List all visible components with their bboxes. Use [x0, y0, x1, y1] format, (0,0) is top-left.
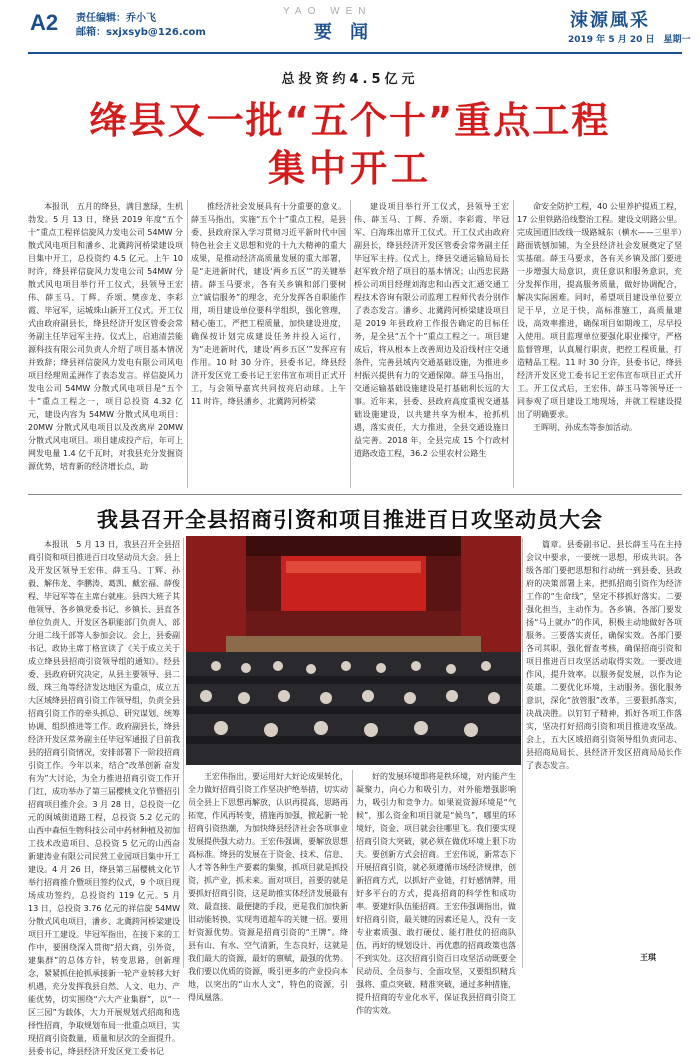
column-divider [187, 200, 188, 488]
newspaper-masthead: 涑源風采 [570, 10, 650, 31]
article1-kicker: 总投资约4.5亿元 [281, 72, 419, 87]
issue-date: 2019 年 5 月 20 日 星期一 [568, 35, 691, 45]
editor-info [76, 12, 206, 40]
article1-column-3: 建设项目举行开工仪式，县领导王宏伟、薛玉马、丁辉、乔颂、李彩霞、毕冠军、白海珠出席开工仪式。开工仪式由政府副县长，绛县经济开发区管委会常务副主任毕冠军主持。仪式上，绛县交通运输局局长赵军致介绍了项目的基本情况；山西忠民路桥公司项目经理刘海忠和山西文汇通交通工程技术咨询有限公司监理工程师代表分别作了表态发言。潘乡、北冀跨河桥梁建设项目是 2019 年县政府工作报告确定的目标任务，是全县“五个十”重点工程之一。项目建成后，将从根本上改善周边及沿线村庄交通条件，完善县域内交通基础设施，为推进乡村振兴提供有力的交通保障。薛玉马指出，交通运输基础设施建设是打基础利长远的大事。近年来，县委、县政府高度重视交通基础设施建设，以共建共享为根本，抢抓机遇，落实责任，大力推进，全县交通设施日益完善。2018 年，全县完成 15 个行政村道路改造工程，36.2 公里农村公路生 [354, 202, 509, 458]
article2-column-4: 篇章。县委副书记、县长薛玉马在主持会议中要求，一要统一思想，形成共识。各级各部门要把思想和行动统一到县委、县政府的决策部署上来，把抓招商引资作为经济工作的“生命线”，坚定不移抓好落实。二要强化担当，主动作为。各乡镇、各部门要发扬“马上就办”的作风，积极主动地做好各项服务。三要落实责任，确保实效。各部门要各司其职，强化督查考核，确保招商引资和项目推进百日攻坚活动取得实效。一要改进作风，提升效率。以服务促发展，以作为论英雄。二要优化环境，主动服务。强化服务意识，深化“放管服”改革，三要狠抓落实，决战决胜。以钉钉子精神，抓好各项工作落实，坚决打好招商引资和项目推进攻坚战。会上，五大区域招商引资领导组负责同志、县招商局局长、县经济开发区招商局局长作了表态发言。 [526, 540, 682, 770]
article1-column-2: 推经济社会发展具有十分重要的意义。薛玉马指出，实施“五个十”重点工程，是县委、县政府深入学习贯彻习近平新时代中国特色社会主义思想和党的十九大精神的重大成果，是推动经济高质量发展的重大部署，是“走进新时代，建设‘两乡五区’”的关键举措。薛玉马要求，各有关乡镇和部门要树立“诚信服务”的理念，充分发挥各自职能作用，项目建设单位要科学组织，强化管理，精心施工，严把工程质量，加快建设进度，确保按计划完成建设任务并投入运行，为“走进新时代，建设‘两乡五区’”发挥应有作用。10 时 30 分许，县委书记，绛县经济开发区党工委书记王宏伟宣布项目正式开工，与会领导嘉宾共同按亮启动球。上午 11 时许，绛县潘乡、北冀跨河桥梁 [191, 202, 346, 406]
column-divider [513, 200, 514, 488]
header-rule [28, 52, 682, 54]
article2-author: 王琪 [640, 953, 656, 962]
meeting-photo [186, 536, 521, 765]
column-divider [352, 770, 353, 968]
column-divider [350, 200, 351, 488]
section-name-en: YAO WEN [283, 6, 372, 17]
article2-column-3: 好的发展环境即将是秩环境，对内能产生凝聚力，向心力和吸引力，对外能增强影响力，吸引力和竞争力。如果说资源环境是“气候”，那么资金和项目就是“候鸟”，哪里的环境好，资金、项目就会往哪里飞。我们要实现招商引资大突破，就必须在做优环境上狠下功夫。要创新方式会招商。王宏伟说，新常态下开展招商引资，就必须遵循市场经济规律，创新招商方式，以抓好产业链，打好感情牌，用好多平台的方式，提高招商的科学性和成功率。要建好队伍能招商。王宏伟强调指出，做好招商引资，最关键的因素还是人，没有一支专业素质强、敢打硬仗、能打胜仗的招商队伍，再好的规划设计、再优惠的招商政策也落不到实处。这次招商引资百日攻坚活动既要全民动员、全员参与、全面攻坚，又要组织精兵强将、重点突破、精准突破，通过多种措施，提升招商的专业化水平，保证我县招商引资工作的实效。 [356, 772, 516, 1015]
editor-email: 邮箱：sxjxsyb@126.com [76, 27, 206, 38]
article2-column-2: 王宏伟指出，要运用好大好论成果转化，全力做好招商引资工作坚决护绝举措，切实动员全县上下思想再解放，认识再提高，思路再拓宽，作风再转变，措施再加强，掀起新一轮招商引资热潮，为加快绛县经济社会各项事业发展提供强大动力。王宏伟强调，要解放思想高标准。绛县的发展在于资金、技术、信息、人才等各种生产要素的集聚，抓项目就是抓投资，抓产业，抓未来。面对项目，首要的就是要抓好招商引资，这是助推实体经济发展最有效、最直接、最便捷的手段，更是我们加快新旧动能转换、实现弯道超车的关键一招。要用好资源优势。资源是招商引资的“王牌”。绛县有山、有水、空气清新，生态良好，这就是我们最大的资源，最好的禀赋，最强的优势。我们要以优质的资源，吸引更多的产业投向本地，以突出的“山水人文”，特色的资源，引得凤凰落。 [188, 772, 348, 1002]
article1-column-4: 命安全防护工程，40 公里养护提质工程，17 公里铁路沿线整治工程。建设文明路公里。完成国道旧改线一级路城东（横水——三里半）路面铣刨加铺，为全县经济社会发展奠定了坚实基础。薛玉马要求，各有关乡镇及部门要进一步增强大局意识，责任意识和服务意识，充分发挥作用，提高服务质量，做好协调配合，解决实际困难。同时，希望项目建设单位要立足于早，立足于快，高标准施工，高质量建设，高效率推进，确保项目如期竣工，尽早投入使用。项目监理单位要强化职业操守，严格监督管理，认真履行职责，把控工程质量，打造精品工程。11 时 30 分许，县委书记，绛县经济开发区党工委书记王宏伟宣布项目正式开工。开工仪式后，王宏伟、薛玉马等领导还一同参观了项目建设工地现场，并就工程建设提出了明确要求。 王晖明、孙成杰等参加活动。 [517, 202, 682, 432]
column-divider [522, 538, 523, 968]
article2-column-1: 本报讯 5 月 13 日，我县召开全县招商引资和项目推进百日攻坚动员大会。县上及开发区领导王宏伟、薛玉马、丁辉、孙毅、解伟龙、李鹏涛、葛凯、戴宏福、薛俊程、毕冠军等在主席台就座。县四大班子其他领导、各乡镇党委书记、乡镇长、县直各单位负责人、开发区各职能部门负责人、部分退二线干部等人参加会议。会上，县委副书记、政协主席丁格宣读了《关于成立关于成立绛县县招商引资领导组的通知》。经县委、县政府研究决定，从县主要领导、县二级、珠三角等经济发达地区为重点，成立五大区域绛县招商引资工作领导组，负责全县招商引资工作的牵头抓总、研究谋划、统筹协调、组织推进等工作。政府副县长，绛县经济开发区常务副主任毕冠军通报了目前我县的招商引资情况，安排部署下一阶段招商引资工作。今年以来，结合“改革创新 奋发有为”大讨论，为全力推进招商引资工作开门红，成功举办了第三届樱桃文化节暨招引招商项目推介会。3 月 28 日，总投资一亿元的闽城街道路工程，总投资 5.2 亿元的山西中森恒生物科技公司中药材种植及初加工技术改造项目、总投资 5 亿元的山西奋新建涛业有限公司民营工业园项目集中开工建设。4 月 26 日，绛县第三届樱桃文化节举行招商推介暨项目签约仪式，9 个项目现场成功签约，总投资约 119 亿元。5 月 13 日，总投资 3.76 亿元的祥信旋 54MW 分散式风电项目，潘乡、北冀跨河桥梁建设项目开工建设。毕冠军指出，在接下来的工作中，要围绕深入贯彻“招大商，引外资，建集群”的总体方针，转变思路，创新理念，紧紧抓住抢抓承接新一轮产业转移大好机遇，充分发挥我县自然、人文、电力、产能优势，切实围绕“六大产业集群”，以“一区三园”为载体，大力开展规划式招商和选择性招商，争取规划布局一批重点项目，实现招商引资数量，质量和层次的全面提升。县委书记，绛县经济开发区党工委书记 [28, 540, 180, 1056]
article1-column-1: 本报讯 五月的绛县，满目葱绿，生机勃发。5 月 13 日，绛县 2019 年度“五个十”重点工程祥信旋风力发电公司 54MW 分散式风电项目和潘乡、北冀跨河桥梁建设项目集中开工，总投资约 4.5 亿元。上午 10 时许，绛县祥信旋风力发电公司 54MW 分散式风电项目举行开工仪式，县领导王宏伟、薛玉马、丁辉、乔颂、樊彦龙、李彩霞、毕冠军，运城珠山新开工仪式。开工仪式由政府副县长，绛县经济开发区管委会常务副主任毕冠军主持。仪式上，启迪清芸能源科技有限公司负责人介绍了项目基本情况并致辞；绛县祥信旋风力发电有限公司风电项目经理周孟洲作了表态发言。祥信旋风力发电公司 54MW 分散式风电项目是“五个十”重点工程之一，项目总投资 4.32 亿元，建设内容为 54MW 分散式风电项目：20MW 分散式风电项目以及改离岸 20MW 分散式风电项目。项目建成投产后，年可上网发电量 1.4 亿千瓦时，对我县充分发掘资源优势，培育新的经济增长点，助 [28, 202, 183, 471]
page-number: A2 [30, 10, 59, 35]
section-name: 要 闻 [314, 22, 368, 43]
article1-headline-line1: 绛县又一批“五个十”重点工程 [89, 99, 611, 142]
article1-headline-line2: 集中开工 [268, 147, 432, 190]
page-header [0, 0, 700, 55]
article1-byline: 王晖明、孙成杰等参加活动。 [533, 423, 637, 432]
meeting-hall-image [186, 536, 521, 765]
article2-headline: 我县召开全县招商引资和项目推进百日攻坚动员大会 [97, 508, 603, 532]
column-divider [183, 538, 184, 968]
editor-name: 责任编辑：乔小飞 [76, 13, 156, 24]
article-separator [28, 494, 682, 495]
